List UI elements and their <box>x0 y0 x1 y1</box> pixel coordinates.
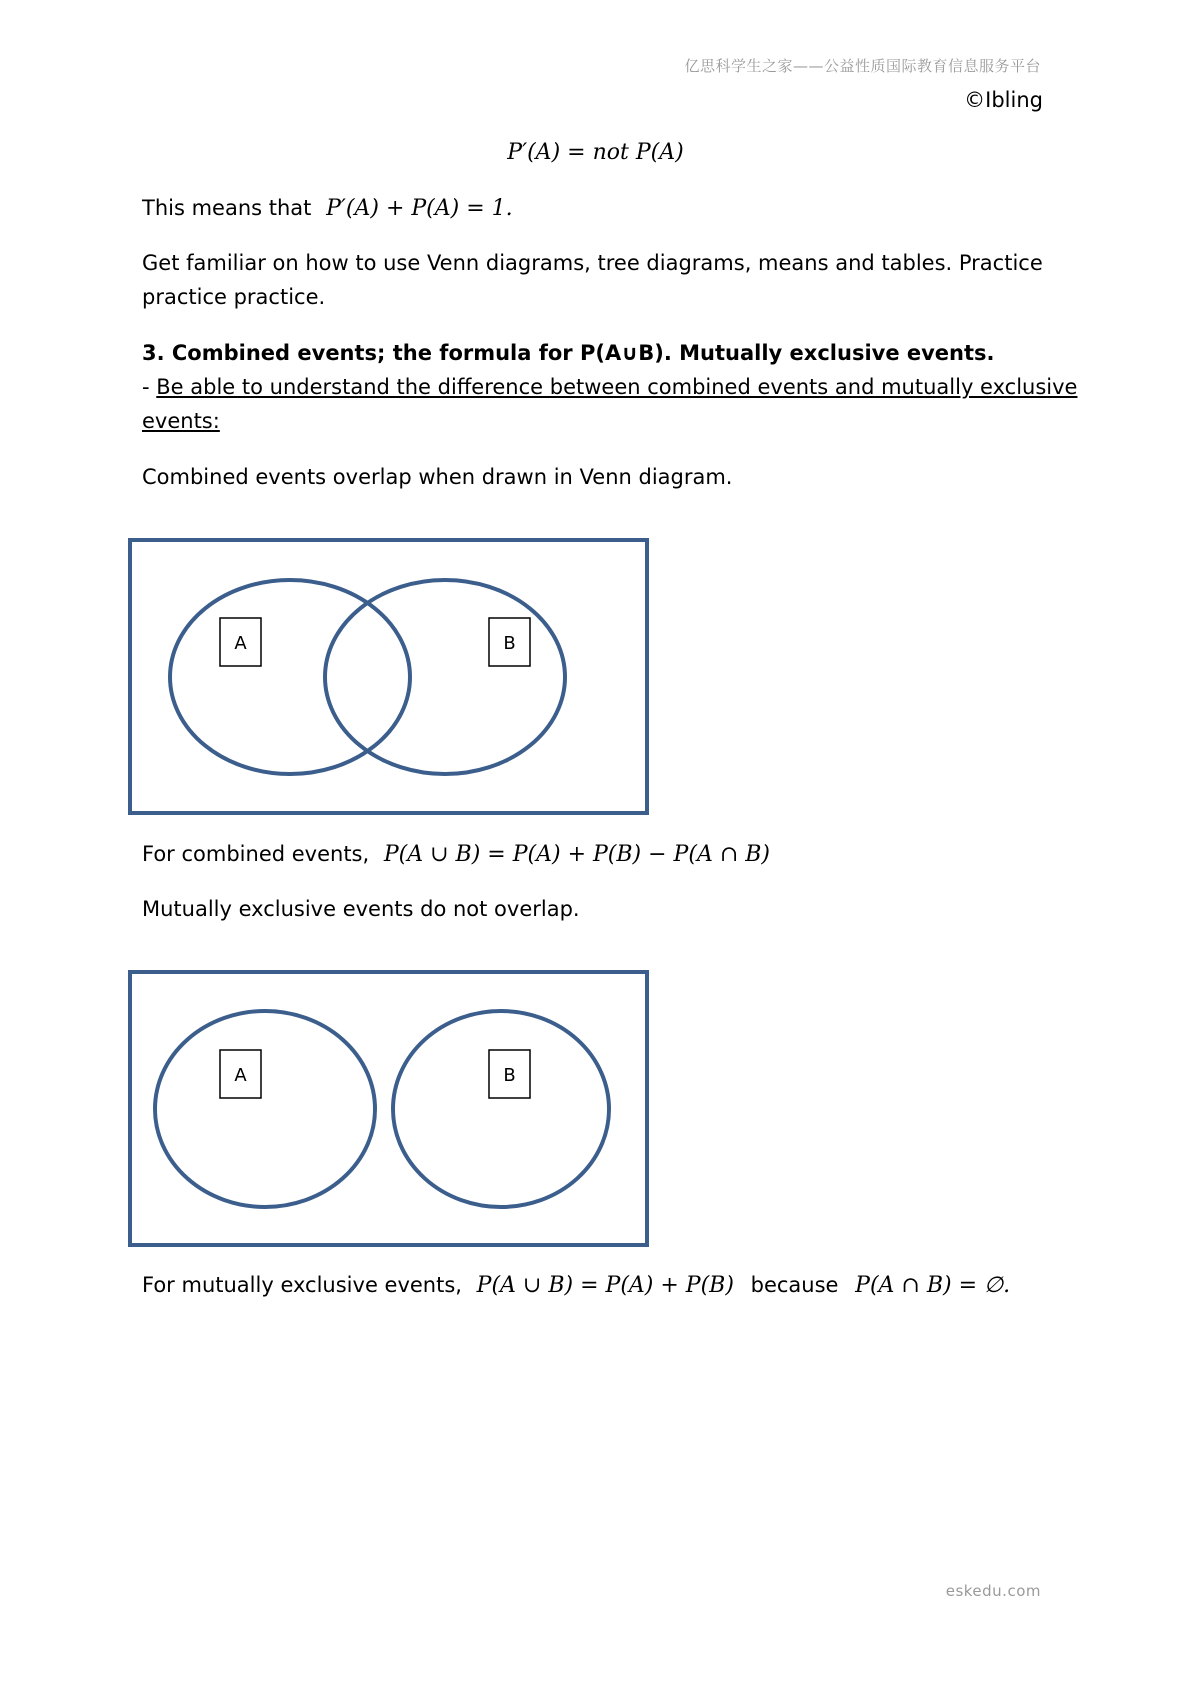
copyright-text: ©Ibling <box>964 88 1043 112</box>
universal-set-box <box>130 540 647 813</box>
set-b-label: B <box>503 1065 516 1086</box>
mutual-label: For mutually exclusive events, <box>142 1273 462 1297</box>
understand-prefix: - <box>142 375 157 399</box>
set-b-circle <box>325 580 565 774</box>
set-b-circle <box>393 1011 609 1207</box>
understand-line-1 <box>142 370 1077 404</box>
because-text: because <box>750 1273 839 1297</box>
set-b-label: B <box>503 633 516 654</box>
familiar-line-2: practice practice. <box>142 285 326 309</box>
set-a-label: A <box>234 633 247 654</box>
mutual-no-overlap-text: Mutually exclusive events do not overlap. <box>142 897 580 921</box>
combined-label: For combined events, <box>142 842 370 866</box>
familiar-line-1: Get familiar on how to use Venn diagrams, tree diagrams, means and tables. Practice <box>142 251 1043 275</box>
mutual-formula: P(A ∪ B) = P(A) + P(B) <box>476 1273 734 1298</box>
means-line <box>142 191 513 226</box>
means-formula: P′(A) + P(A) = 1. <box>326 196 513 221</box>
means-text: This means that <box>142 196 312 220</box>
section-heading: 3. Combined events; the formula for P(A∪B). Mutually exclusive events. <box>142 341 995 365</box>
venn-diagram-combined <box>125 535 660 825</box>
empty-set-formula: P(A ∩ B) = ∅. <box>855 1273 1011 1298</box>
complement-formula: P′(A) = not P(A) <box>507 140 684 165</box>
combined-formula: P(A ∪ B) = P(A) + P(B) − P(A ∩ B) <box>383 842 770 867</box>
universal-set-box <box>130 972 647 1245</box>
set-a-circle <box>155 1011 375 1207</box>
mutual-formula-line <box>142 1268 1010 1303</box>
footer-site-text: eskedu.com <box>945 1582 1041 1600</box>
combined-overlap-text: Combined events overlap when drawn in Venn diagram. <box>142 465 733 489</box>
understand-text: Be able to understand the difference between combined events and mutually exclusive <box>156 375 1078 399</box>
combined-formula-line <box>142 837 770 872</box>
venn-diagram-mutually-exclusive <box>125 967 660 1257</box>
set-a-label: A <box>234 1065 247 1086</box>
header-site-text: 亿思科学生之家——公益性质国际教育信息服务平台 <box>684 57 1041 75</box>
understand-line-2: events: <box>142 409 220 433</box>
set-a-circle <box>170 580 410 774</box>
